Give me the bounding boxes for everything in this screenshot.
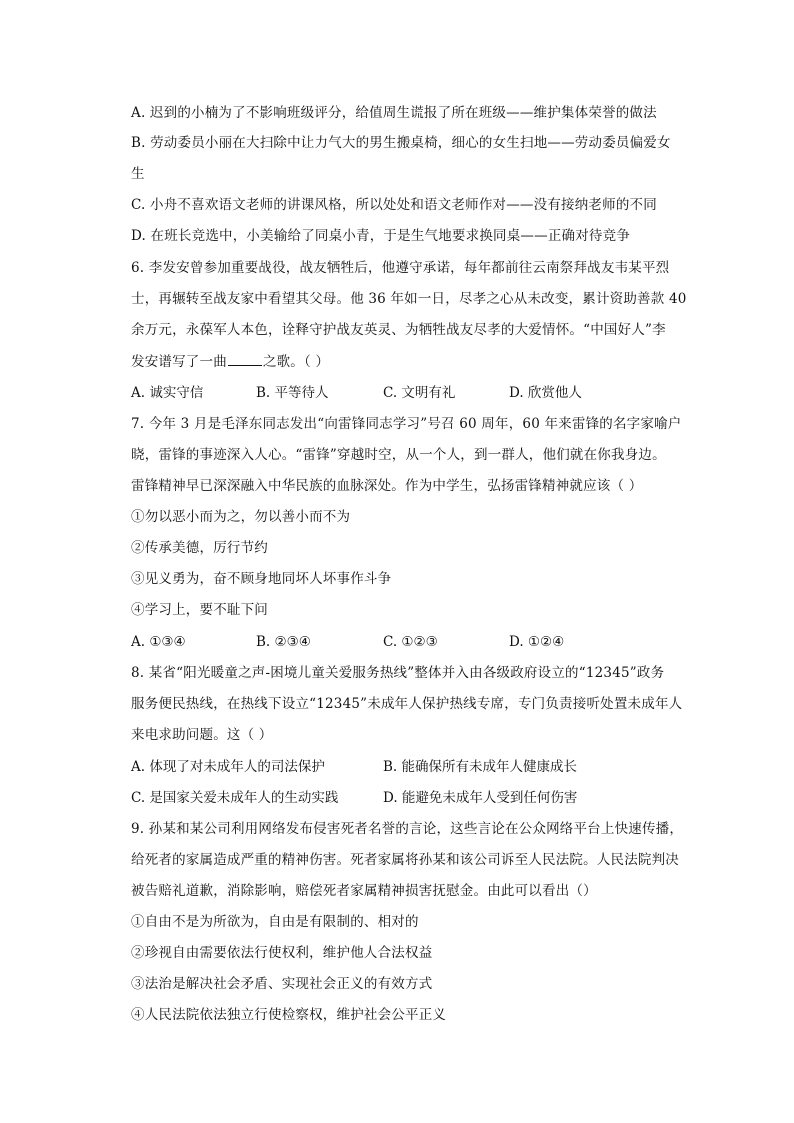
q7-option-c: C. ①②③: [383, 634, 438, 650]
q6-option-d: D. 欣赏他人: [509, 385, 582, 401]
q5-option-d: D. 在班长竞选中，小美输给了同桌小青，于是生气地要求换同桌——正确对待竞争: [131, 228, 631, 244]
q9-stem-line1: 9. 孙某和某公司利用网络发布侵害死者名誉的言论，这些言论在公众网络平台上快速传播，: [131, 821, 684, 837]
q9-item-2: ②珍视自由需要依法行使权利，维护他人合法权益: [131, 945, 433, 961]
q5-option-a: A. 迟到的小楠为了不影响班级评分，给值周生谎报了所在班级——维护集体荣誉的做法: [131, 105, 657, 121]
q9-stem-line3: 被告赔礼道歉，消除影响，赔偿死者家属精神损害抚慰金。由此可以看出（）: [131, 883, 597, 899]
q7-option-b: B. ②③④: [256, 634, 311, 650]
q6-option-a: A. 诚实守信: [131, 385, 204, 401]
q8-stem-line3: 来电求助问题。这（ ）: [131, 727, 273, 743]
q6-option-b: B. 平等待人: [256, 385, 329, 401]
q8-stem-line2: 服务便民热线，在热线下设立“12345”未成年人保护热线专席，专门负责接听处置未成年人: [131, 696, 683, 712]
q5-option-b-line1: B. 劳动委员小丽在大扫除中让力气大的男生搬桌椅，细心的女生扫地——劳动委员偏爱女: [131, 135, 671, 151]
q9-stem-line2: 给死者的家属造成严重的精神伤害。死者家属将孙某和该公司诉至人民法院。人民法院判决: [131, 852, 679, 868]
q6-stem-line3: 余万元，永葆军人本色，诠释守护战友英灵、为牺牲战友尽孝的大爱情怀。“中国好人”李: [131, 322, 666, 338]
q8-option-d: D. 能避免未成年人受到任何伤害: [383, 790, 578, 806]
q7-option-d: D. ①②④: [509, 634, 565, 650]
q6-stem-line4-pre: 发安谱写了一曲: [131, 354, 227, 370]
q6-option-c: C. 文明有礼: [383, 385, 456, 401]
q8-option-c: C. 是国家关爱未成年人的生动实践: [131, 790, 339, 806]
q5-option-b-line2: 生: [131, 166, 145, 182]
q6-stem-line1: 6. 李发安曾参加重要战役，战友牺牲后，他遵守承诺，每年都前往云南祭拜战友韦某平烈: [131, 260, 670, 276]
q7-item-3: ③见义勇为，奋不顾身地同坏人坏事作斗争: [131, 571, 392, 587]
q7-item-1: ①勿以恶小而为之，勿以善小而不为: [131, 509, 351, 525]
q5-option-c: C. 小舟不喜欢语文老师的讲课风格，所以处处和语文老师作对——没有接纳老师的不同: [131, 197, 657, 213]
q7-item-4: ④学习上，要不耻下问: [131, 602, 268, 618]
q8-stem-line1: 8. 某省“阳光暖童之声-困境儿童关爱服务热线”整体并入由各级政府设立的“12345”政务: [131, 665, 665, 681]
q7-item-2: ②传承美德，厉行节约: [131, 540, 268, 556]
q6-stem-line2: 士，再辗转至战友家中看望其父母。他 36 年如一日，尽孝之心从未改变，累计资助善款 40: [131, 291, 687, 307]
q7-stem-line3: 雷锋精神早已深深融入中华民族的血脉深处。作为中学生，弘扬雷锋精神就应该（ ）: [131, 478, 643, 494]
q7-stem-line2: 晓，雷锋的事迹深入人心。“雷锋”穿越时空，从一个人，到一群人，他们就在你我身边。: [131, 447, 666, 463]
q9-item-4: ④人民法院依法独立行使检察权，维护社会公平正义: [131, 1007, 447, 1023]
q7-stem-line1: 7. 今年 3 月是毛泽东同志发出“向雷锋同志学习”号召 60 周年，60 年来雷锋的名字家喻户: [131, 416, 682, 432]
q6-stem-line4: [131, 351, 701, 372]
q8-option-b: B. 能确保所有未成年人健康成长: [383, 759, 578, 775]
q8-option-a: A. 体现了对未成年人的司法保护: [131, 759, 325, 775]
q9-item-1: ①自由不是为所欲为，自由是有限制的、相对的: [131, 914, 419, 930]
q7-option-a: A. ①③④: [131, 634, 186, 650]
q9-item-3: ③法治是解决社会矛盾、实现社会正义的有效方式: [131, 976, 433, 992]
answer-blank: [228, 351, 262, 366]
q6-stem-line4-post: 之歌。（ ）: [262, 354, 330, 370]
